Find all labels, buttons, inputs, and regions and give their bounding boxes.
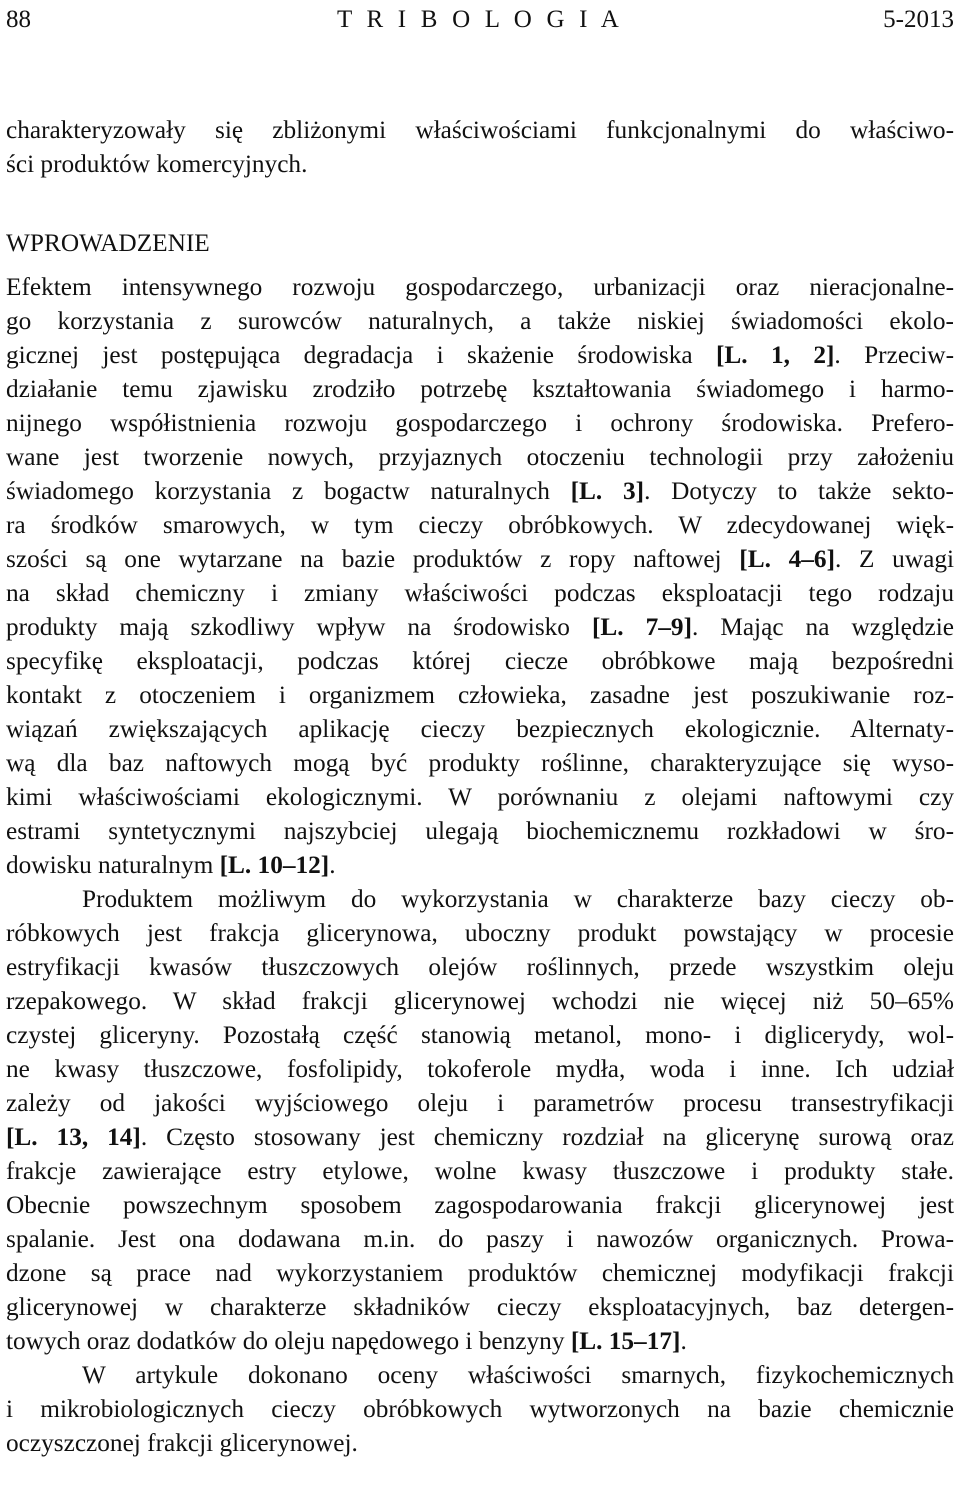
text-line: szości są one wytarzane na bazie produktów z ropy naftowej [L. 4–6]. Z uwagi (6, 545, 954, 573)
text-line: wiązań zwiększających aplikację cieczy bezpiecznych ekologicznie. Alternaty- (6, 715, 954, 743)
intro-paragraph (6, 113, 954, 181)
text-line: ra środków smarowych, w tym cieczy obróbkowych. W zdecydowanej więk- (6, 511, 954, 539)
paragraph-3 (6, 1358, 954, 1460)
text-line: produkty mają szkodliwy wpływ na środowisko [L. 7–9]. Mając na względzie (6, 613, 954, 641)
text-line: towych oraz dodatków do oleju napędowego i benzyny [L. 15–17]. (6, 1327, 687, 1355)
page-number: 88 (6, 6, 31, 33)
text-line: dzone są prace nad wykorzystaniem produktów chemicznej modyfikacji frakcji (6, 1259, 954, 1287)
text-line: świadomego korzystania z bogactw naturalnych [L. 3]. Dotyczy to także sekto- (6, 477, 954, 505)
text-line: spalanie. Jest ona dodawana m.in. do paszy i nawozów organicznych. Prowa- (6, 1225, 954, 1253)
body-text (6, 270, 954, 1460)
text-line: go korzystania z surowców naturalnych, a także niskiej świadomości ekolo- (6, 307, 954, 335)
running-header (6, 0, 954, 40)
text-line: frakcje zawierające estry etylowe, wolne kwasy tłuszczowe i produkty stałe. (6, 1157, 954, 1185)
text-line: Efektem intensywnego rozwoju gospodarczego, urbanizacji oraz nieracjonalne- (6, 273, 954, 301)
text-line: glicerynowej w charakterze składników cieczy eksploatacyjnych, baz detergen- (6, 1293, 954, 1321)
text-line: rzepakowego. W skład frakcji glicerynowej wchodzi nie więcej niż 50–65% (6, 987, 954, 1015)
text-line: kontakt z otoczeniem i organizmem człowieka, zasadne jest poszukiwanie roz- (6, 681, 954, 709)
text-line: estryfikacji kwasów tłuszczowych olejów roślinnych, przede wszystkim oleju (6, 953, 954, 981)
section-heading: WPROWADZENIE (6, 229, 210, 257)
text-line: zależy od jakości wyjściowego oleju i parametrów procesu transestryfikacji (6, 1089, 954, 1117)
text-line: wą dla baz naftowych mogą być produkty roślinne, charakteryzujące się wyso- (6, 749, 954, 777)
paragraph-2 (6, 882, 954, 1358)
text-line: charakteryzowały się zbliżonymi właściwościami funkcjonalnymi do właściwo- (6, 116, 954, 144)
issue-number: 5-2013 (883, 6, 954, 33)
text-line: wane jest tworzenie nowych, przyjaznych otoczeniu technologii przy założeniu (6, 443, 954, 471)
text-line: oczyszczonej frakcji glicerynowej. (6, 1429, 358, 1457)
text-line: gicznej jest postępująca degradacja i skażenie środowiska [L. 1, 2]. Przeciw- (6, 341, 954, 369)
text-line: Obecnie powszechnym sposobem zagospodarowania frakcji glicerynowej jest (6, 1191, 954, 1219)
text-line: nijnego współistnienia rozwoju gospodarczego i ochrony środowiska. Prefero- (6, 409, 954, 437)
text-line: czystej gliceryny. Pozostałą część stanowią metanol, mono- i diglicerydy, wol- (6, 1021, 954, 1049)
text-line: kimi właściwościami ekologicznymi. W porównaniu z olejami naftowymi czy (6, 783, 954, 811)
text-line: estrami syntetycznymi najszybciej ulegają biochemicznemu rozkładowi w śro- (6, 817, 954, 845)
text-line: na skład chemiczny i zmiany właściwości podczas eksploatacji tego rodzaju (6, 579, 954, 607)
text-line: [L. 13, 14]. Często stosowany jest chemiczny rozdział na glicerynę surową oraz (6, 1123, 954, 1151)
text-line: ne kwasy tłuszczowe, fosfolipidy, tokoferole mydła, woda i inne. Ich udział (6, 1055, 954, 1083)
paragraph-1 (6, 270, 954, 882)
text-line: działanie temu zjawisku zrodziło potrzebę kształtowania świadomego i harmo- (6, 375, 954, 403)
journal-title: T R I B O L O G I A (336, 6, 624, 33)
text-line: dowisku naturalnym [L. 10–12]. (6, 851, 336, 879)
text-line: specyfikę eksploatacji, podczas której ciecze obróbkowe mają bezpośredni (6, 647, 954, 675)
text-line: W artykule dokonano oceny właściwości smarnych, fizykochemicznych (82, 1361, 954, 1389)
document-page (6, 0, 954, 1457)
text-line: róbkowych jest frakcja glicerynowa, uboczny produkt powstający w procesie (6, 919, 954, 947)
text-line: ści produktów komercyjnych. (6, 150, 308, 178)
text-line: i mikrobiologicznych cieczy obróbkowych wytworzonych na bazie chemicznie (6, 1395, 954, 1423)
text-line: Produktem możliwym do wykorzystania w charakterze bazy cieczy ob- (82, 885, 954, 913)
